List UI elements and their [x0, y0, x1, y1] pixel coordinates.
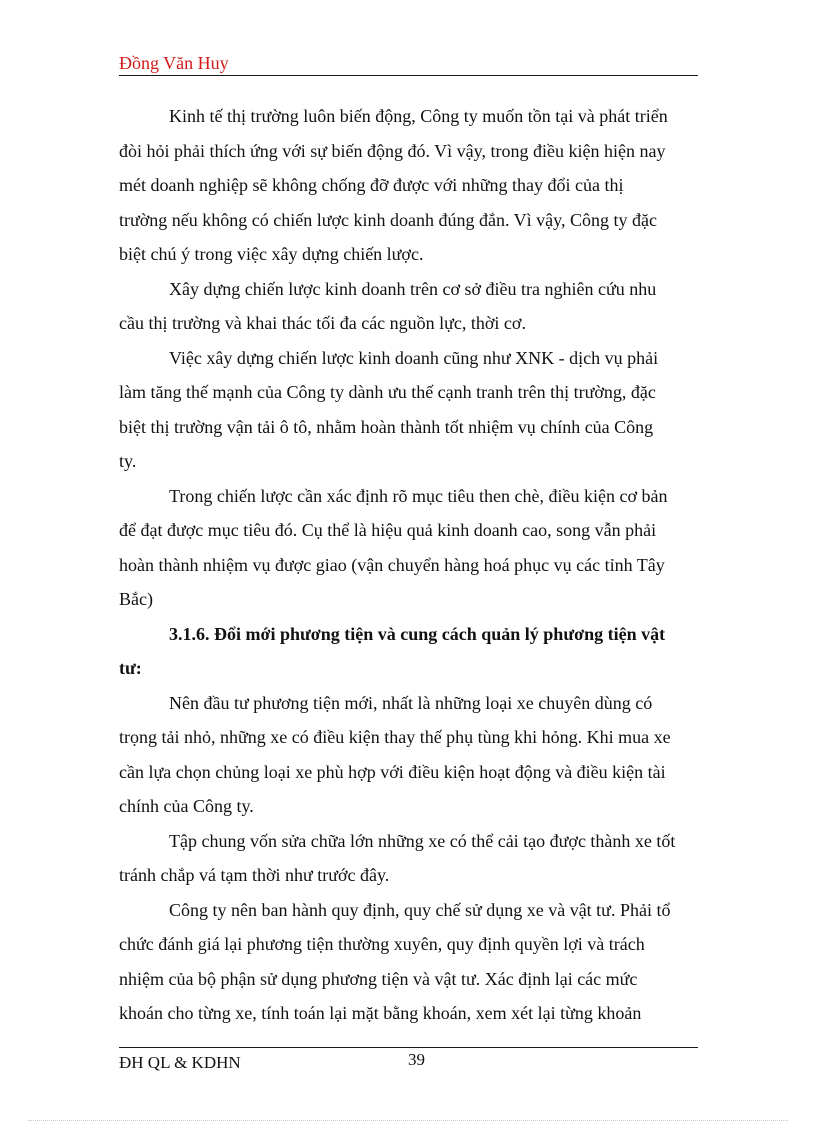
text-line: Tập chung vốn sửa chữa lớn những xe có thể cải tạo được thành xe tốt	[169, 830, 676, 851]
text-line: trường nếu không có chiến lược kinh doanh đúng đắn. Vì vậy, Công ty đặc	[119, 209, 657, 230]
text-line: chức đánh giá lại phương tiện thường xuyên, quy định quyền lợi và trách	[119, 934, 645, 954]
text-line: Việc xây dựng chiến lược kinh doanh cũng như XNK - dịch vụ phải	[169, 347, 659, 368]
text-line: ty.	[119, 451, 137, 471]
text-line: làm tăng thế mạnh của Công ty dành ưu thế cạnh tranh trên thị trường, đặc	[119, 382, 656, 402]
text-line: Trong chiến lược cần xác định rõ mục tiêu then chè, điều kiện cơ bản	[169, 485, 668, 506]
section-heading-line: tư:	[119, 658, 142, 678]
section-heading-line: 3.1.6. Đổi mới phương tiện và cung cách quản lý phương tiện vật	[169, 623, 666, 644]
text-line: cầu thị trường và khai thác tối đa các nguồn lực, thời cơ.	[119, 313, 526, 333]
footer-rule	[119, 1047, 698, 1048]
text-line: Công ty nên ban hành quy định, quy chế sử dụng xe và vật tư. Phải tổ	[169, 899, 671, 920]
text-line: Bắc)	[119, 589, 153, 609]
text-line: Kinh tế thị trường luôn biến động, Công ty muốn tồn tại và phát triển	[169, 106, 668, 126]
text-line: đòi hỏi phải thích ứng với sự biến động đó. Vì vậy, trong điều kiện hiện nay	[119, 140, 666, 161]
text-line: hoàn thành nhiệm vụ được giao (vận chuyển hàng hoá phục vụ các tỉnh Tây	[119, 554, 665, 575]
text-line: Nên đầu tư phương tiện mới, nhất là những loại xe chuyên dùng có	[169, 692, 653, 713]
text-line: khoán cho từng xe, tính toán lại mặt bằng khoán, xem xét lại từng khoản	[119, 1003, 642, 1023]
text-line: nhiệm của bộ phận sử dụng phương tiện và vật tư. Xác định lại các mức	[119, 968, 638, 989]
header-author: Đồng Văn Huy	[119, 53, 229, 73]
text-line: Xây dựng chiến lược kinh doanh trên cơ sở điều tra nghiên cứu nhu	[169, 278, 657, 299]
text-line: cần lựa chọn chủng loại xe phù hợp với điều kiện hoạt động và điều kiện tài	[119, 761, 666, 782]
text-line: biệt thị trường vận tải ô tô, nhằm hoàn thành tốt nhiệm vụ chính của Công	[119, 416, 654, 437]
text-line: để đạt được mục tiêu đó. Cụ thể là hiệu quả kinh doanh cao, song vẫn phải	[119, 520, 657, 540]
text-line: tránh chắp vá tạm thời như trước đây.	[119, 865, 390, 885]
text-line: trọng tải nhỏ, những xe có điều kiện thay thế phụ tùng khi hỏng. Khi mua xe	[119, 727, 671, 747]
document-body	[119, 99, 695, 1031]
footer-institution: ĐH QL & KDHN	[119, 1053, 241, 1072]
page-edge-divider	[28, 1120, 788, 1121]
text-line: mét doanh nghiệp sẽ không chống đỡ được với những thay đổi của thị	[119, 175, 624, 195]
page-number: 39	[408, 1050, 425, 1069]
header-rule	[119, 75, 698, 76]
text-line: biệt chú ý trong việc xây dựng chiến lược.	[119, 244, 424, 264]
text-line: chính của Công ty.	[119, 796, 254, 816]
